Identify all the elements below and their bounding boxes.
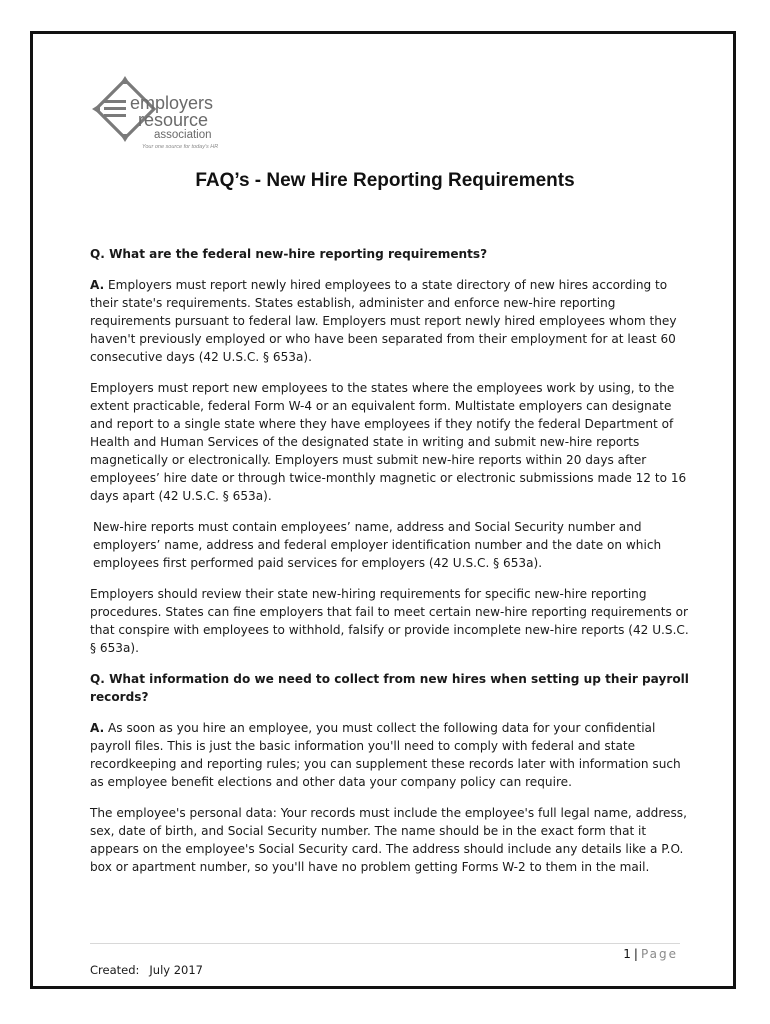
logo-tagline: Your one source for today's HR: [142, 144, 219, 150]
answer-lead: A.: [90, 278, 105, 292]
logo-line2: resource: [138, 110, 209, 130]
answer-lead: A.: [90, 721, 105, 735]
document-title: FAQ’s - New Hire Reporting Requirements: [195, 170, 575, 191]
page-separator: |: [633, 947, 638, 961]
paragraph-1-3: Employers should review their state new-hiring requirements for specific new-hire reporting procedures. States can fine employers that fail to meet certain new-hire reporting requirements or that conspire with employees to withhold, falsify or provide incomplete new-hire reports (42 U.S.C. § 653a).: [90, 587, 689, 655]
created-label: Created:: [90, 963, 140, 977]
page-label: Page: [640, 947, 678, 961]
answer-1-text: Employers must report newly hired employees to a state directory of new hires according to their state's requirements. States establish, administer and enforce new-hire reporting requirements pursuant to federal law. Employers must report newly hired employees whom they haven't previously employed or who have been separated from their employment for at least 60 consecutive days (42 U.S.C. § 653a).: [90, 278, 677, 364]
page-num-value: 1: [623, 947, 631, 961]
question-1: Q. What are the federal new-hire reporting requirements?: [90, 247, 488, 261]
answer-1: [90, 276, 690, 366]
company-logo: [92, 76, 242, 152]
page-number: [623, 947, 678, 961]
paragraph-1-2: New-hire reports must contain employees’ name, address and Social Security number and employers’ name, address and federal employer identification number and the date on which employees first performed paid services for employers (42 U.S.C. § 653a).: [93, 520, 662, 570]
document-body: [90, 245, 690, 889]
paragraph-2-1: The employee's personal data: Your records must include the employee's full legal name, address, sex, date of birth, and Social Security number. The name should be in the exact form that it appears on the employee's Social Security card. The address should include any details like a P.O. box or apartment number, so you'll have no problem getting Forms W-2 to them in the mail.: [90, 806, 687, 874]
question-2: Q. What information do we need to collect from new hires when setting up their payroll records?: [90, 672, 689, 704]
created-value: July 2017: [149, 963, 203, 977]
logo-line3: association: [154, 129, 212, 141]
footer-divider: [90, 943, 680, 944]
answer-2-text: As soon as you hire an employee, you must collect the following data for your confidential payroll files. This is just the basic information you'll need to comply with federal and state recordkeeping and reporting rules; you can supplement these records later with information such as employee benefit elections and other data your company policy can require.: [90, 721, 681, 789]
paragraph-1-1: Employers must report new employees to the states where the employees work by using, to the extent practicable, federal Form W-4 or an equivalent form. Multistate employers can designate and report to a single state where they have employees if they notify the federal Department of Health and Human Services of the designated state in writing and submit new-hire reports magnetically or electronically. Employers must submit new-hire reports within 20 days after employees’ hire date or through twice-monthly magnetic or electronic submissions made 12 to 16 days apart (42 U.S.C. § 653a).: [90, 381, 687, 503]
created-date: [90, 963, 203, 977]
answer-2: [90, 719, 690, 791]
logo-line1: employers: [130, 93, 214, 113]
